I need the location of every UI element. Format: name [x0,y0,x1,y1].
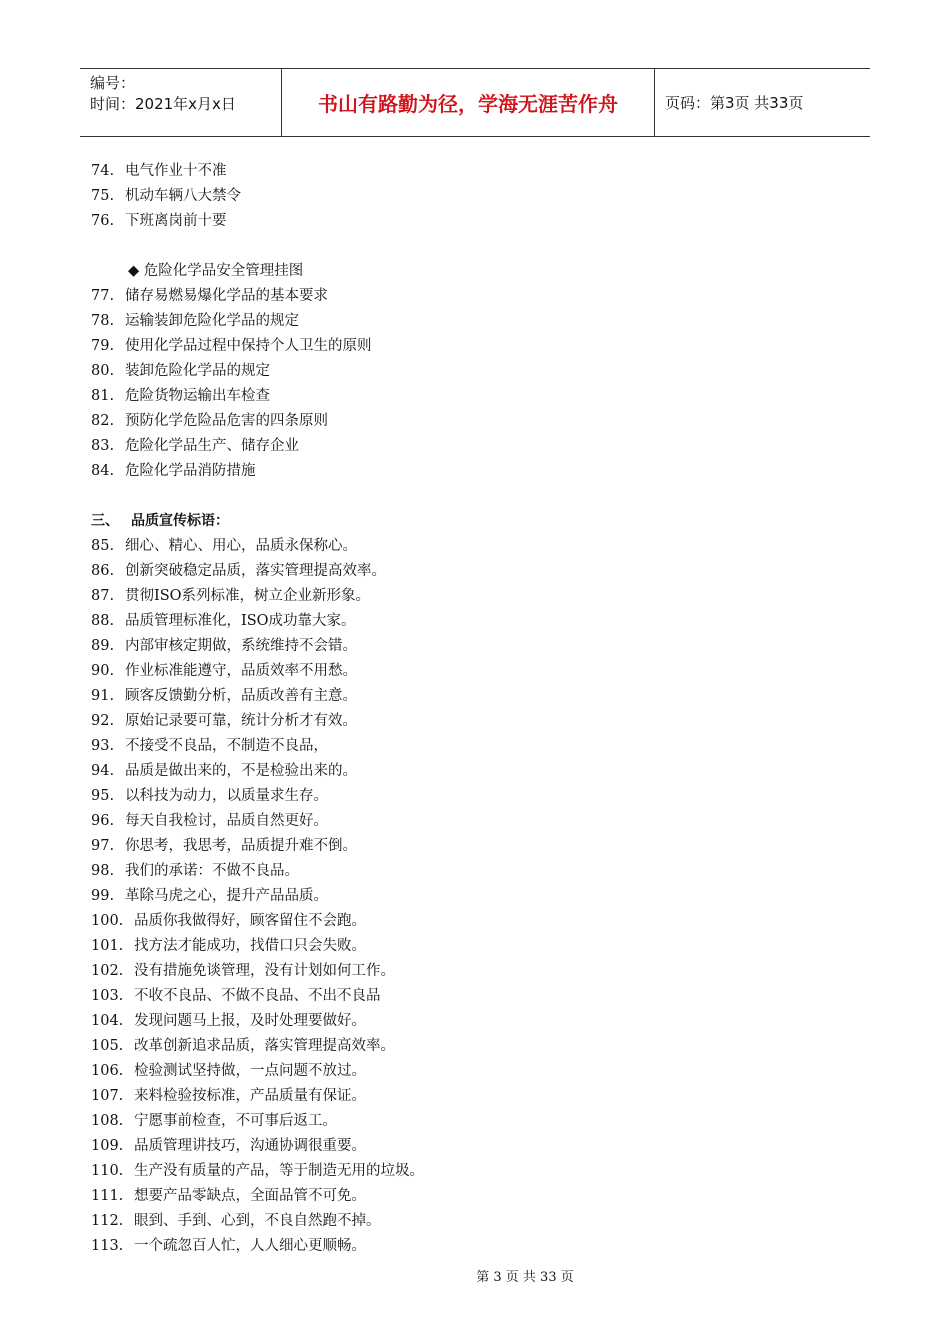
section-heading [91,509,851,534]
list-item [91,809,851,834]
item-text: 每天自我检讨，品质自然更好。 [125,813,328,829]
list-item [91,934,851,959]
list-item [91,684,851,709]
item-number: 91. [91,688,115,704]
item-text: 检验测试坚持做，一点问题不放过。 [134,1063,366,1079]
item-number: 74. [91,163,115,179]
list-item [91,1209,851,1234]
list-item [91,659,851,684]
list-item [91,159,851,184]
header-meta [80,69,282,136]
item-number: 104. [91,1013,124,1029]
section-number: 三、 [91,513,119,529]
item-number: 89. [91,638,115,654]
list-item [91,759,851,784]
item-number: 76. [91,213,115,229]
item-number: 112. [91,1213,124,1229]
item-number: 99. [91,888,115,904]
item-text: 你思考，我思考，品质提升难不倒。 [125,838,357,854]
header-motto: 书山有路勤为径，学海无涯苦作舟 [282,69,655,136]
list-item [91,1134,851,1159]
list-item [91,1234,851,1259]
item-text: 预防化学危险品危害的四条原则 [125,413,328,429]
item-text: 危险货物运输出车检查 [125,388,270,404]
item-number: 78. [91,313,115,329]
item-text: 储存易燃易爆化学品的基本要求 [125,288,328,304]
item-number: 77. [91,288,115,304]
list-item [91,584,851,609]
item-text: 创新突破稳定品质，落实管理提高效率。 [125,563,386,579]
header-page-info: 页码：第3页 共33页 [665,94,804,112]
item-text: 细心、精心、用心，品质永保称心。 [125,538,357,554]
item-number: 80. [91,363,115,379]
item-number: 93. [91,738,115,754]
item-text: 原始记录要可靠，统计分析才有效。 [125,713,357,729]
item-text: 品质管理标准化，ISO成功靠大家。 [125,613,356,629]
time-label: 时间：2021年x月x日 [90,95,236,113]
spacer [91,484,851,509]
list-b [91,284,851,484]
item-text: 发现问题马上报，及时处理要做好。 [134,1013,366,1029]
item-number: 90. [91,663,115,679]
list-item [91,309,851,334]
list-item [91,1009,851,1034]
item-number: 81. [91,388,115,404]
item-text: 品质管理讲技巧，沟通协调很重要。 [134,1138,366,1154]
item-number: 102. [91,963,124,979]
item-number: 109. [91,1138,124,1154]
list-item [91,959,851,984]
page-header [80,68,870,137]
list-item [91,1159,851,1184]
list-item [91,184,851,209]
list-item [91,784,851,809]
list-item [91,409,851,434]
page-footer: 第 3 页 共 33 页 [476,1270,574,1285]
item-text: 作业标准能遵守，品质效率不用愁。 [125,663,357,679]
list-item [91,434,851,459]
item-text: 一个疏忽百人忙，人人细心更顺畅。 [134,1238,366,1254]
item-number: 100. [91,913,124,929]
item-text: 宁愿事前检查，不可事后返工。 [134,1113,337,1129]
subsection-heading: ◆ 危险化学品安全管理挂图 [128,263,304,279]
item-text: 以科技为动力，以质量求生存。 [125,788,328,804]
item-text: 不收不良品、不做不良品、不出不良品 [134,988,381,1004]
list-item [91,559,851,584]
list-c [91,534,851,1259]
item-text: 品质是做出来的，不是检验出来的。 [125,763,357,779]
item-text: 危险化学品消防措施 [125,463,256,479]
list-item [91,1109,851,1134]
list-item [91,1034,851,1059]
item-number: 110. [91,1163,124,1179]
item-number: 96. [91,813,115,829]
list-item [91,834,851,859]
item-number: 97. [91,838,115,854]
list-item [91,709,851,734]
item-number: 94. [91,763,115,779]
item-text: 顾客反馈勤分析，品质改善有主意。 [125,688,357,704]
list-item [91,209,851,234]
document-body [91,159,851,1259]
item-text: 来料检验按标准，产品质量有保证。 [134,1088,366,1104]
item-text: 下班离岗前十要 [125,213,227,229]
list-item [91,334,851,359]
item-number: 82. [91,413,115,429]
item-number: 101. [91,938,124,954]
list-item [91,459,851,484]
list-item [91,609,851,634]
item-text: 运输装卸危险化学品的规定 [125,313,299,329]
item-text: 我们的承诺：不做不良品。 [125,863,299,879]
item-text: 贯彻ISO系列标准，树立企业新形象。 [125,588,371,604]
item-number: 79. [91,338,115,354]
list-item [91,884,851,909]
item-text: 装卸危险化学品的规定 [125,363,270,379]
item-text: 想要产品零缺点，全面品管不可免。 [134,1188,366,1204]
item-text: 不接受不良品，不制造不良品， [125,738,328,754]
item-text: 生产没有质量的产品，等于制造无用的垃圾。 [134,1163,424,1179]
item-number: 107. [91,1088,124,1104]
item-number: 86. [91,563,115,579]
list-item [91,359,851,384]
list-item [91,1184,851,1209]
item-number: 84. [91,463,115,479]
section-title: 品质宣传标语： [131,513,229,529]
item-number: 106. [91,1063,124,1079]
list-item [91,384,851,409]
list-item [91,1084,851,1109]
list-item [91,634,851,659]
item-text: 危险化学品生产、储存企业 [125,438,299,454]
item-number: 111. [91,1188,124,1204]
item-number: 85. [91,538,115,554]
item-text: 机动车辆八大禁令 [125,188,241,204]
list-item [91,534,851,559]
item-number: 98. [91,863,115,879]
list-item [91,909,851,934]
item-number: 103. [91,988,124,1004]
item-number: 88. [91,613,115,629]
item-number: 108. [91,1113,124,1129]
serial-label: 编号： [90,74,136,92]
item-number: 83. [91,438,115,454]
list-item [91,734,851,759]
list-item [91,284,851,309]
item-number: 105. [91,1038,124,1054]
list-item [91,1059,851,1084]
item-number: 92. [91,713,115,729]
list-item [91,859,851,884]
item-text: 品质你我做得好，顾客留住不会跑。 [134,913,366,929]
item-text: 电气作业十不准 [125,163,227,179]
item-number: 113. [91,1238,124,1254]
item-text: 没有措施免谈管理，没有计划如何工作。 [134,963,395,979]
list-a [91,159,851,234]
item-number: 75. [91,188,115,204]
item-text: 革除马虎之心，提升产品品质。 [125,888,328,904]
item-number: 95. [91,788,115,804]
spacer [91,234,851,259]
item-text: 改革创新追求品质，落实管理提高效率。 [134,1038,395,1054]
item-text: 找方法才能成功，找借口只会失败。 [134,938,366,954]
item-text: 使用化学品过程中保持个人卫生的原则 [125,338,372,354]
item-text: 内部审核定期做，系统维持不会错。 [125,638,357,654]
item-text: 眼到、手到、心到，不良自然跑不掉。 [134,1213,381,1229]
list-item [91,984,851,1009]
item-number: 87. [91,588,115,604]
